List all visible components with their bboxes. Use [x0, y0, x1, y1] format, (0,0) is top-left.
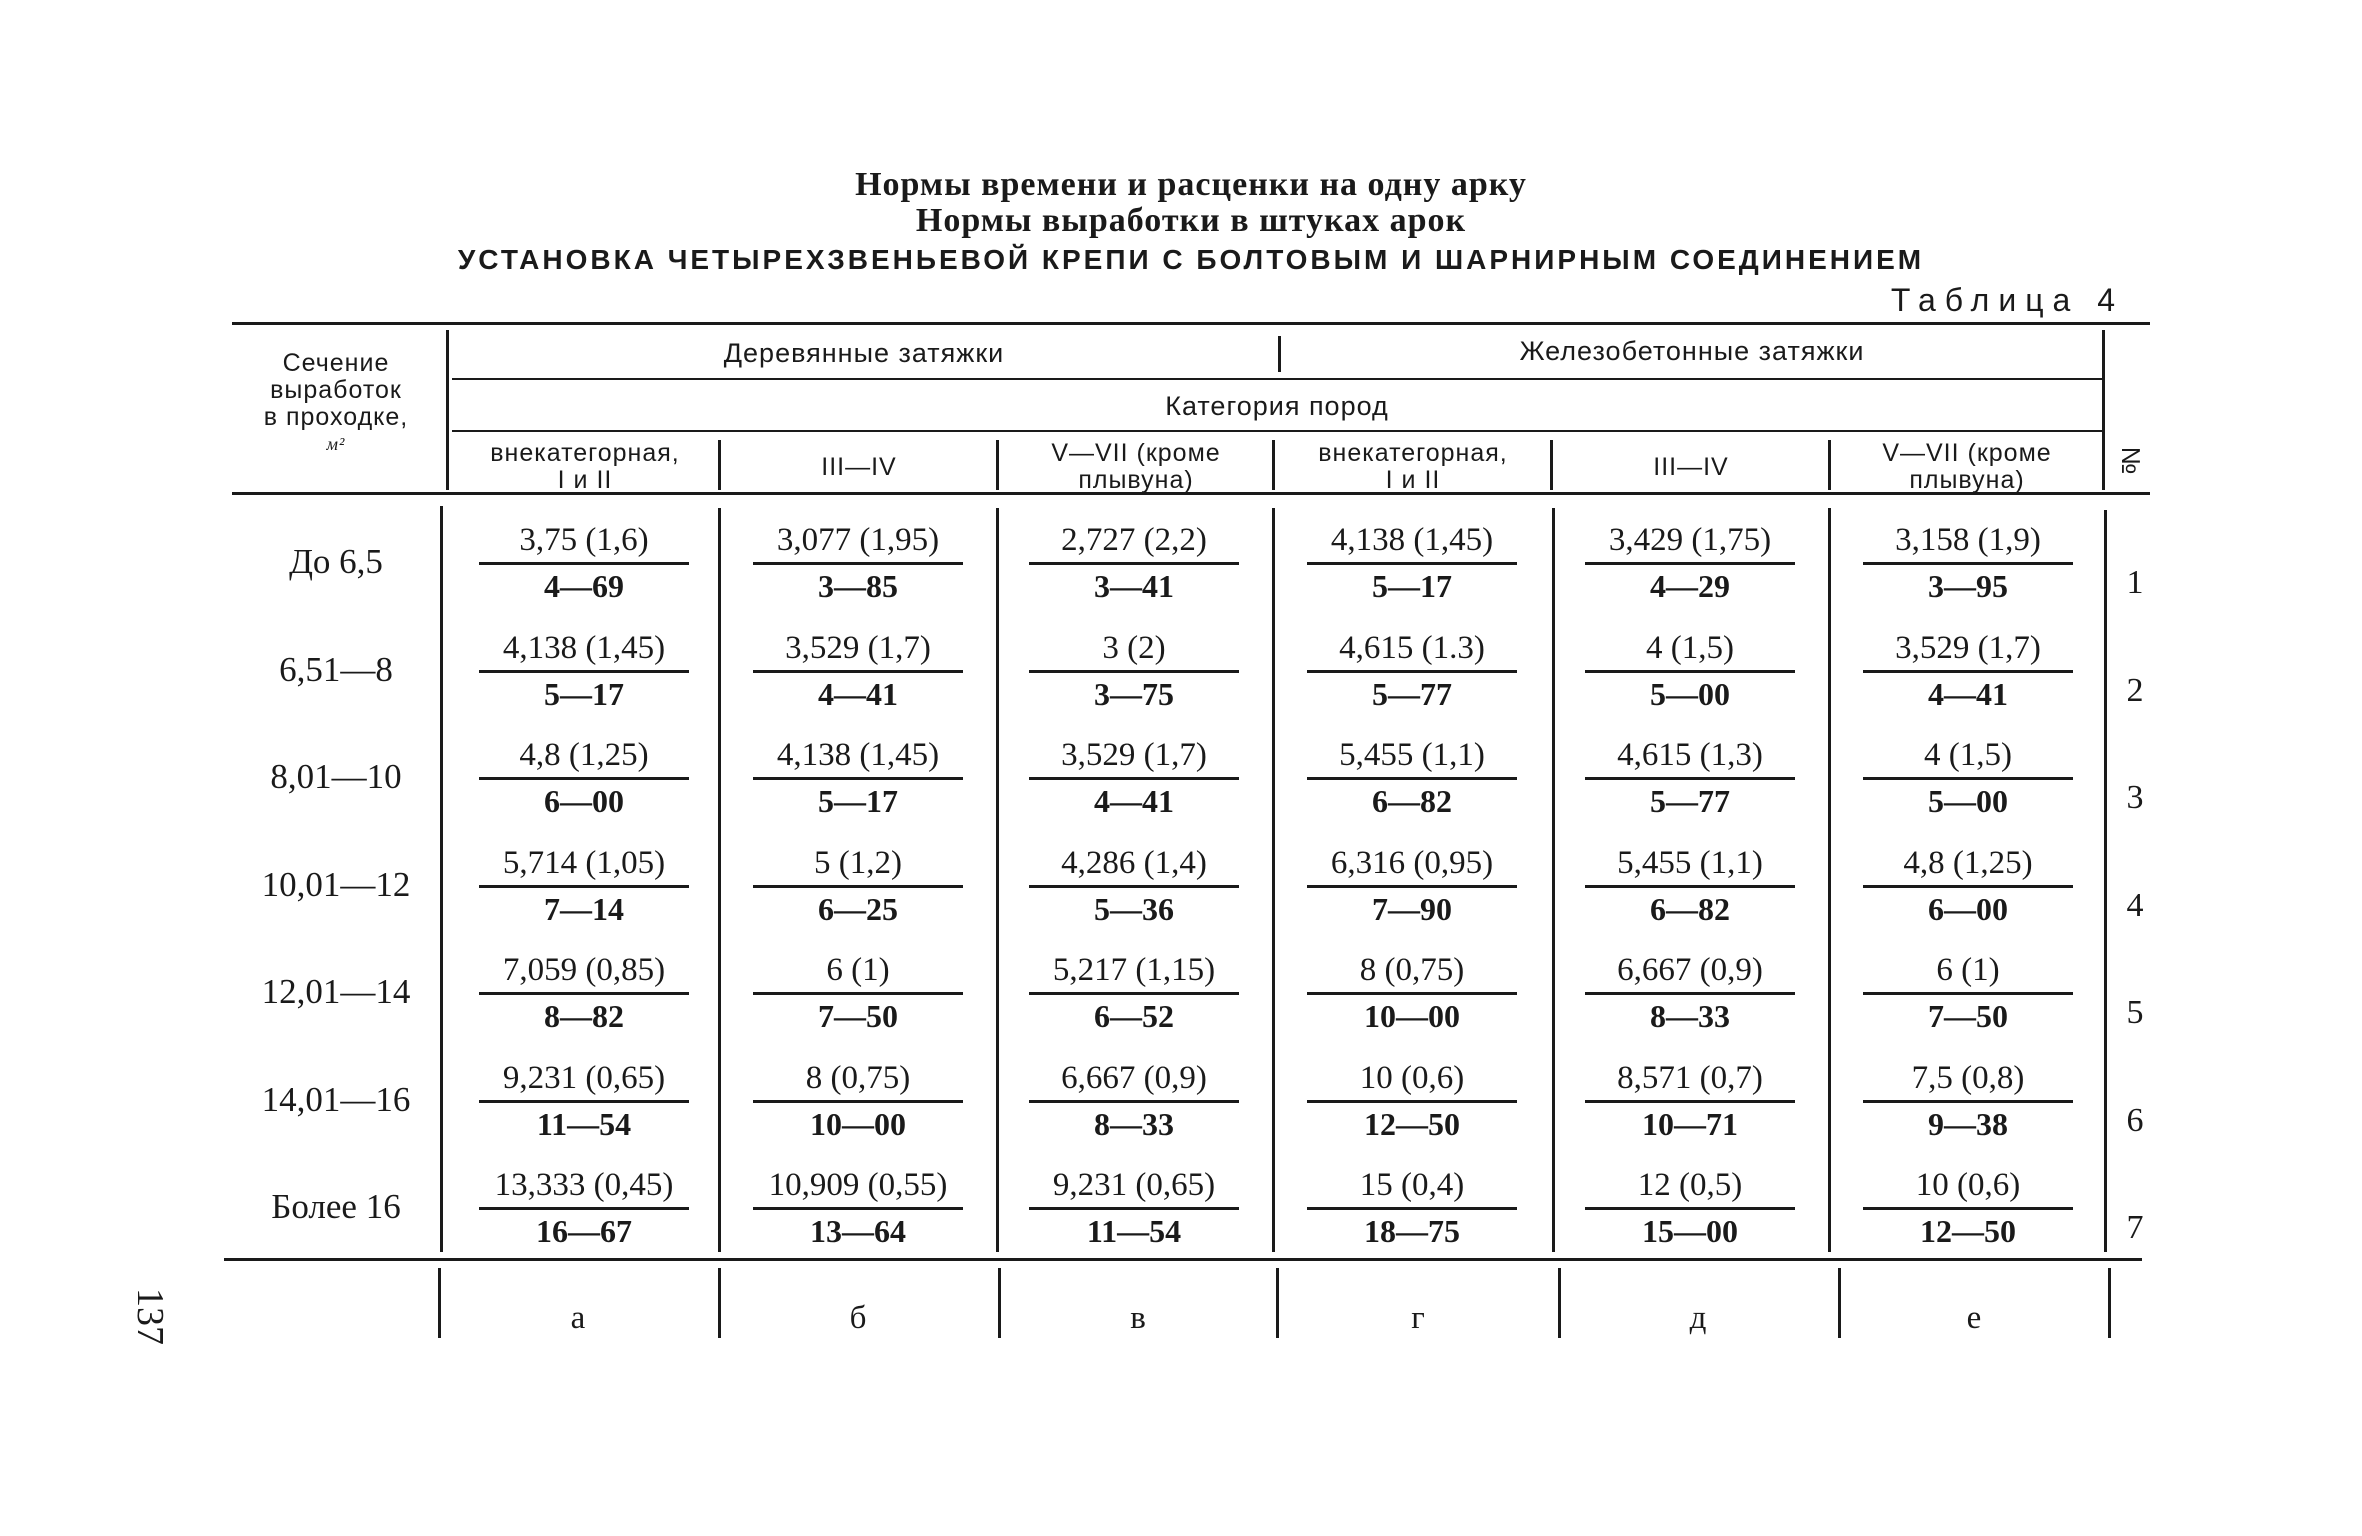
- table-cell: [1297, 735, 1527, 820]
- fraction-line: [1029, 1207, 1239, 1210]
- cell-norm-value: 3,529 (1,7): [1061, 737, 1207, 773]
- fraction-line: [1307, 1100, 1517, 1103]
- group-header-concrete: Железобетонные затяжки: [1519, 336, 1865, 366]
- subheader-d-line-2: I и II: [1385, 466, 1441, 494]
- fraction-line: [1585, 1207, 1795, 1210]
- cell-rate-value: 9—38: [1928, 1105, 2008, 1142]
- fraction-line: [479, 777, 689, 780]
- subheader-e-line-1: III—IV: [1653, 453, 1729, 481]
- letter-vline-6: [1838, 1268, 1841, 1338]
- fraction-line: [1307, 562, 1517, 565]
- cell-norm-value: 4,138 (1,45): [1330, 522, 1494, 558]
- row-label: 6,51—8: [279, 649, 393, 689]
- cell-norm-value: 6,667 (0,9): [1617, 952, 1763, 988]
- fraction-line: [1307, 777, 1517, 780]
- table-cell: [1853, 628, 2083, 713]
- cell-norm-value: 3,529 (1,7): [1895, 629, 2041, 666]
- subheader-d: [1276, 440, 1550, 494]
- fraction-line: [479, 562, 689, 565]
- row-label: Более 16: [271, 1187, 401, 1226]
- header-vline-5: [1550, 440, 1553, 490]
- table-cell: [1575, 520, 1805, 605]
- fraction-line: [1029, 562, 1239, 565]
- cell-norm-value: 10 (0,6): [1359, 1059, 1465, 1096]
- subheader-a: [452, 440, 718, 494]
- cell-rate-value: 10—71: [1642, 1105, 1738, 1142]
- cell-rate-value: 7—50: [818, 998, 898, 1034]
- table-cell: [1575, 735, 1805, 820]
- body-vline-3: [996, 508, 999, 1252]
- table-cell: [1297, 520, 1527, 605]
- cell-rate-value: 7—14: [544, 890, 624, 927]
- subheader-b: [722, 455, 996, 480]
- table-cell: [1575, 1165, 1805, 1250]
- section-header-unit: м²: [326, 434, 346, 454]
- fraction-line: [1029, 777, 1239, 780]
- cell-rate-value: 6—52: [1094, 998, 1174, 1034]
- body-vline-5: [1552, 508, 1555, 1252]
- cell-rate-value: 7—50: [1928, 998, 2008, 1034]
- cell-rate-value: 18—75: [1364, 1213, 1460, 1249]
- page-number: 137: [129, 1288, 171, 1345]
- table-cell: [743, 950, 973, 1035]
- column-letter: б: [849, 1300, 867, 1336]
- cell-norm-value: 12 (0,5): [1637, 1167, 1743, 1203]
- cell-rate-value: 4—41: [1094, 783, 1174, 819]
- cell-rate-value: 10—00: [1364, 998, 1460, 1034]
- category-rule: [452, 430, 2102, 432]
- body-vline-6: [1828, 508, 1831, 1252]
- cell-rate-value: 13—64: [810, 1213, 906, 1249]
- cell-norm-value: 4,138 (1,45): [776, 737, 940, 773]
- cell-rate-value: 5—36: [1094, 890, 1174, 927]
- cell-rate-value: 5—00: [1928, 783, 2008, 819]
- cell-norm-value: 10 (0,6): [1915, 1167, 2021, 1203]
- column-letter: е: [1966, 1300, 1982, 1336]
- title-line-1: Нормы времени и расценки на одну арку: [855, 166, 1527, 203]
- column-letter: д: [1689, 1300, 1707, 1336]
- cell-norm-value: 5,455 (1,1): [1339, 737, 1485, 773]
- fraction-line: [1029, 885, 1239, 888]
- table-cell: [469, 628, 699, 713]
- table-cell: [1019, 843, 1249, 928]
- cell-norm-value: 8,571 (0,7): [1617, 1059, 1763, 1096]
- table-number: Таблица 4: [1890, 282, 2124, 318]
- cell-norm-value: 3 (2): [1102, 629, 1166, 666]
- cell-norm-value: 4,286 (1,4): [1061, 844, 1207, 881]
- row-label: 10,01—12: [261, 864, 411, 904]
- cell-rate-value: 6—82: [1650, 890, 1730, 927]
- cell-norm-value: 4 (1,5): [1646, 629, 1734, 666]
- row-label: 8,01—10: [270, 757, 402, 796]
- fraction-line: [753, 1100, 963, 1103]
- row-number: 6: [2126, 1101, 2144, 1139]
- cell-rate-value: 11—54: [1086, 1213, 1182, 1249]
- body-vline-1: [440, 506, 443, 1252]
- fraction-line: [1029, 1100, 1239, 1103]
- subheader-c-line-2: плывуна): [1078, 466, 1194, 494]
- cell-rate-value: 12—50: [1920, 1213, 2016, 1249]
- fraction-line: [1307, 1207, 1517, 1210]
- cell-norm-value: 4 (1,5): [1924, 737, 2012, 773]
- fraction-line: [479, 670, 689, 673]
- subheader-c: [1000, 440, 1272, 494]
- cell-rate-value: 5—17: [544, 675, 624, 712]
- table-cell: [1019, 520, 1249, 605]
- fraction-line: [1863, 777, 2073, 780]
- subheader-e: [1554, 455, 1828, 480]
- cell-norm-value: 3,75 (1,6): [519, 522, 649, 558]
- table-cell: [1019, 950, 1249, 1035]
- fraction-line: [1863, 1100, 2073, 1103]
- section-header: [236, 350, 436, 458]
- header-vline-3: [996, 440, 999, 490]
- letter-vline-5: [1558, 1268, 1561, 1338]
- cell-norm-value: 8 (0,75): [805, 1059, 911, 1096]
- letter-vline-3: [998, 1268, 1001, 1338]
- fraction-line: [1585, 992, 1795, 995]
- column-letter: в: [1130, 1300, 1146, 1336]
- cell-norm-value: 6,316 (0,95): [1330, 844, 1494, 881]
- table-cell: [1853, 735, 2083, 820]
- fraction-line: [479, 1207, 689, 1210]
- group-header-wood: Деревянные затяжки: [723, 338, 1005, 368]
- cell-rate-value: 3—41: [1094, 568, 1174, 604]
- rock-category-header: Категория пород: [1165, 391, 1389, 421]
- section-header-line-3: в проходке,: [263, 403, 409, 431]
- row-number: 7: [2126, 1209, 2144, 1246]
- table-cell: [1853, 950, 2083, 1035]
- cell-norm-value: 7,5 (0,8): [1911, 1059, 2025, 1096]
- row-number: 4: [2126, 886, 2144, 924]
- table-cell: [743, 735, 973, 820]
- cell-norm-value: 3,158 (1,9): [1895, 522, 2041, 558]
- fraction-line: [1863, 562, 2073, 565]
- fraction-line: [1585, 670, 1795, 673]
- subheader-b-line-1: III—IV: [821, 453, 897, 481]
- cell-rate-value: 7—90: [1372, 890, 1452, 927]
- cell-norm-value: 6,667 (0,9): [1061, 1059, 1207, 1096]
- table-cell: [1575, 628, 1805, 713]
- cell-norm-value: 9,231 (0,65): [502, 1059, 666, 1096]
- row-label: До 6,5: [289, 542, 383, 581]
- title-line-3: УСТАНОВКА ЧЕТЫРЕХЗВЕНЬЕВОЙ КРЕПИ С БОЛТОВЫМ И ШАРНИРНЫМ СОЕДИНЕНИЕМ: [457, 244, 1925, 275]
- cell-rate-value: 6—82: [1372, 783, 1452, 819]
- cell-norm-value: 2,727 (2,2): [1061, 522, 1207, 558]
- cell-rate-value: 6—00: [1928, 890, 2008, 927]
- table-cell: [1853, 520, 2083, 605]
- cell-norm-value: 3,429 (1,75): [1608, 522, 1772, 558]
- body-vline-7: [2104, 510, 2107, 1252]
- cell-norm-value: 6 (1): [826, 952, 890, 988]
- cell-rate-value: 8—33: [1094, 1105, 1174, 1142]
- fraction-line: [1585, 1100, 1795, 1103]
- cell-norm-value: 5,455 (1,1): [1617, 844, 1763, 881]
- cell-norm-value: 15 (0,4): [1359, 1167, 1465, 1203]
- cell-norm-value: 5,217 (1,15): [1052, 952, 1216, 988]
- column-letter: г: [1411, 1300, 1425, 1336]
- header-vline-1: [446, 330, 449, 490]
- fraction-line: [753, 992, 963, 995]
- subheader-d-line-1: внекатегорная,: [1318, 439, 1508, 467]
- header-vline-6: [1828, 440, 1831, 490]
- fraction-line: [1863, 885, 2073, 888]
- table-cell: [469, 950, 699, 1035]
- fraction-line: [753, 670, 963, 673]
- cell-norm-value: 8 (0,75): [1359, 952, 1465, 988]
- table-cell: [743, 1165, 973, 1250]
- cell-rate-value: 3—75: [1094, 675, 1174, 712]
- table-cell: [1853, 1058, 2083, 1143]
- table-cell: [469, 843, 699, 928]
- subheader-a-line-1: внекатегорная,: [490, 439, 680, 467]
- cell-rate-value: 5—77: [1650, 783, 1730, 819]
- row-number: 2: [2126, 671, 2144, 709]
- subheader-f-line-1: V—VII (кроме: [1882, 439, 2052, 467]
- table-cell: [1853, 843, 2083, 928]
- cell-rate-value: 5—77: [1372, 675, 1452, 712]
- group-header-rule: [452, 378, 2102, 380]
- cell-rate-value: 5—00: [1650, 675, 1730, 712]
- cell-rate-value: 8—82: [544, 998, 624, 1034]
- fraction-line: [1307, 885, 1517, 888]
- column-letter: а: [570, 1300, 586, 1336]
- section-header-line-2: выработок: [270, 376, 402, 404]
- cell-rate-value: 4—29: [1650, 568, 1730, 604]
- cell-norm-value: 3,077 (1,95): [776, 522, 940, 558]
- cell-norm-value: 4,8 (1,25): [1903, 844, 2033, 881]
- table-top-rule: [232, 322, 2150, 325]
- table-cell: [1297, 843, 1527, 928]
- header-vline-4: [1272, 440, 1275, 490]
- table-cell: [1019, 628, 1249, 713]
- table-cell: [1575, 1058, 1805, 1143]
- cell-norm-value: 6 (1): [1936, 952, 2000, 988]
- cell-rate-value: 11—54: [536, 1105, 632, 1142]
- fraction-line: [479, 992, 689, 995]
- table-cell: [1297, 950, 1527, 1035]
- cell-rate-value: 6—00: [544, 783, 624, 819]
- fraction-line: [753, 562, 963, 565]
- subheader-f-line-2: плывуна): [1909, 466, 2025, 494]
- cell-rate-value: 5—17: [1372, 568, 1452, 604]
- cell-rate-value: 16—67: [536, 1213, 632, 1249]
- cell-norm-value: 4,8 (1,25): [519, 737, 649, 773]
- cell-norm-value: 4,138 (1,45): [502, 629, 666, 666]
- header-vline-group: [1278, 336, 1281, 372]
- row-number: 1: [2126, 564, 2144, 601]
- table-cell: [743, 628, 973, 713]
- cell-norm-value: 4,615 (1,3): [1617, 737, 1763, 773]
- cell-norm-value: 3,529 (1,7): [785, 629, 931, 666]
- table-cell: [1575, 843, 1805, 928]
- cell-rate-value: 6—25: [818, 890, 898, 927]
- row-number: 5: [2126, 994, 2144, 1031]
- fraction-line: [1863, 992, 2073, 995]
- fraction-line: [1307, 992, 1517, 995]
- subheader-f: [1832, 440, 2102, 494]
- table-cell: [469, 1058, 699, 1143]
- table-cell: [1297, 1058, 1527, 1143]
- cell-rate-value: 3—85: [818, 568, 898, 604]
- letter-vline-1: [438, 1268, 441, 1338]
- cell-rate-value: 12—50: [1364, 1105, 1460, 1142]
- cell-norm-value: 7,059 (0,85): [502, 952, 666, 988]
- cell-norm-value: 5,714 (1,05): [502, 844, 666, 881]
- table-bottom-rule: [224, 1258, 2142, 1261]
- subheader-c-line-1: V—VII (кроме: [1051, 439, 1221, 467]
- cell-rate-value: 4—69: [544, 568, 624, 604]
- fraction-line: [1863, 1207, 2073, 1210]
- table-cell: [1297, 1165, 1527, 1250]
- fraction-line: [753, 777, 963, 780]
- cell-rate-value: 3—95: [1928, 568, 2008, 604]
- body-vline-2: [718, 508, 721, 1252]
- table-cell: [743, 1058, 973, 1143]
- section-header-line-1: Сечение: [282, 349, 390, 377]
- row-number-header: №: [2116, 446, 2146, 476]
- table-cell: [469, 520, 699, 605]
- subheader-a-line-2: I и II: [557, 466, 613, 494]
- cell-rate-value: 8—33: [1650, 998, 1730, 1034]
- cell-rate-value: 10—00: [810, 1105, 906, 1142]
- header-vline-7: [2102, 330, 2105, 490]
- cell-rate-value: 4—41: [818, 675, 898, 712]
- table-cell: [1019, 735, 1249, 820]
- title-line-2: Нормы выработки в штуках арок: [915, 202, 1467, 239]
- fraction-line: [479, 1100, 689, 1103]
- fraction-line: [1029, 992, 1239, 995]
- cell-norm-value: 10,909 (0,55): [768, 1167, 948, 1203]
- cell-norm-value: 9,231 (0,65): [1052, 1167, 1216, 1203]
- row-label: 12,01—14: [261, 972, 411, 1011]
- table-cell: [1575, 950, 1805, 1035]
- table-cell: [469, 735, 699, 820]
- fraction-line: [1585, 777, 1795, 780]
- cell-rate-value: 5—17: [818, 783, 898, 819]
- table-cell: [743, 843, 973, 928]
- table-cell: [469, 1165, 699, 1250]
- header-vline-2: [718, 440, 721, 490]
- letter-vline-2: [718, 1268, 721, 1338]
- row-number: 3: [2126, 779, 2144, 816]
- cell-rate-value: 15—00: [1642, 1213, 1738, 1249]
- fraction-line: [1029, 670, 1239, 673]
- table-cell: [743, 520, 973, 605]
- cell-rate-value: 4—41: [1928, 675, 2008, 712]
- table-cell: [1019, 1165, 1249, 1250]
- table-cell: [1853, 1165, 2083, 1250]
- cell-norm-value: 5 (1,2): [814, 844, 902, 881]
- fraction-line: [1585, 562, 1795, 565]
- cell-norm-value: 13,333 (0,45): [494, 1167, 674, 1203]
- table-cell: [1297, 628, 1527, 713]
- cell-norm-value: 4,615 (1.3): [1339, 629, 1485, 666]
- fraction-line: [479, 885, 689, 888]
- fraction-line: [753, 1207, 963, 1210]
- row-label: 14,01—16: [261, 1079, 411, 1119]
- fraction-line: [1863, 670, 2073, 673]
- fraction-line: [1307, 670, 1517, 673]
- fraction-line: [753, 885, 963, 888]
- letter-vline-7: [2108, 1268, 2111, 1338]
- fraction-line: [1585, 885, 1795, 888]
- table-cell: [1019, 1058, 1249, 1143]
- body-vline-4: [1272, 508, 1275, 1252]
- letter-vline-4: [1276, 1268, 1279, 1338]
